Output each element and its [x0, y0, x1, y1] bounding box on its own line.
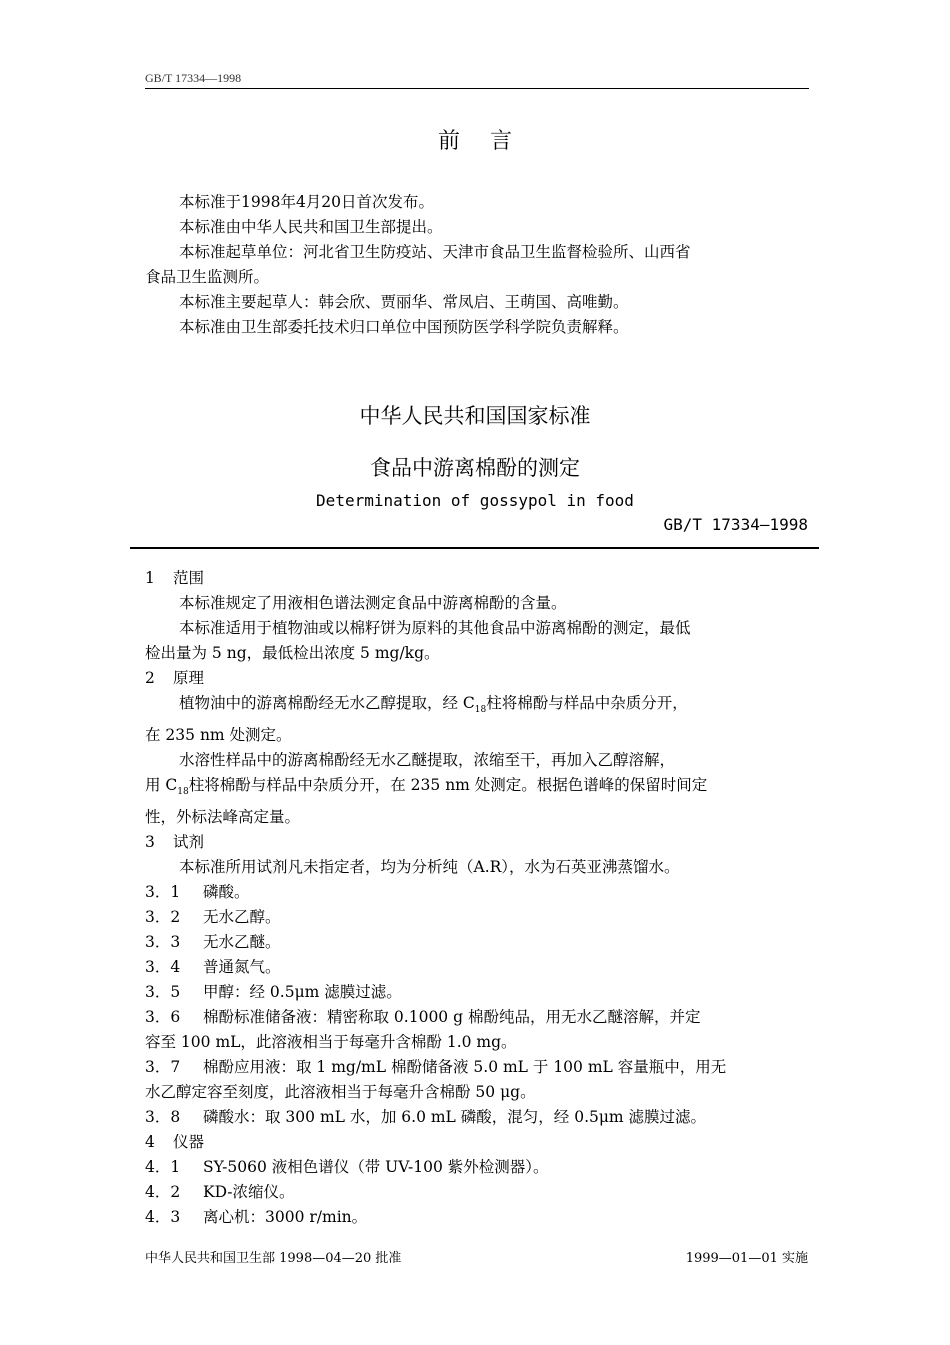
- list-item: 4．1 SY-5060 液相色谱仪（带 UV-100 紫外检测器）。: [145, 1158, 549, 1177]
- paragraph: 本标准规定了用液相色谱法测定食品中游离棉酚的含量。: [179, 594, 567, 612]
- foreword-line-2: 本标准由中华人民共和国卫生部提出。: [179, 218, 443, 236]
- list-item: 4．2 KD-浓缩仪。: [145, 1183, 295, 1202]
- list-item: 4．3 离心机：3000 r/min。: [145, 1208, 368, 1227]
- paragraph-continuation: 检出量为 5 ng，最低检出浓度 5 mg/kg。: [145, 644, 440, 662]
- national-standard-heading: 中华人民共和国国家标准: [359, 404, 591, 428]
- footer-approval: 中华人民共和国卫生部 1998—04—20 批准: [145, 1251, 402, 1266]
- header-rule: [145, 88, 809, 89]
- paragraph: 本标准所用试剂凡未指定者，均为分析纯（A.R），水为石英亚沸蒸馏水。: [179, 858, 680, 877]
- standard-code: GB/T 17334—1998: [663, 515, 808, 534]
- foreword-title: 前言: [437, 129, 542, 154]
- foreword-line-6: 本标准由卫生部委托技术归口单位中国预防医学科学院负责解释。: [179, 318, 629, 336]
- paragraph: 水溶性样品中的游离棉酚经无水乙醚提取，浓缩至干，再加入乙醇溶解，: [179, 751, 676, 770]
- paragraph: 本标准适用于植物油或以棉籽饼为原料的其他食品中游离棉酚的测定，最低: [179, 619, 691, 637]
- list-item-continuation: 水乙醇定容至刻度，此溶液相当于每毫升含棉酚 50 μg。: [145, 1083, 536, 1102]
- list-item: 3．7 棉酚应用液：取 1 mg/mL 棉酚储备液 5.0 mL 于 100 mL 容量瓶中，用无: [145, 1058, 727, 1077]
- standard-title: 食品中游离棉酚的测定: [370, 456, 580, 480]
- list-item: 3．1 磷酸。: [145, 883, 250, 902]
- list-item-continuation: 容至 100 mL，此溶液相当于每毫升含棉酚 1.0 mg。: [145, 1033, 517, 1052]
- section-heading-reagents: 3 试剂: [145, 833, 205, 852]
- foreword-line-3: 本标准起草单位：河北省卫生防疫站、天津市食品卫生监督检验所、山西省: [179, 243, 691, 261]
- footer-effective-date: 1999—01—01 实施: [685, 1251, 808, 1266]
- standard-title-english: Determination of gossypol in food: [316, 491, 634, 510]
- foreword-line-5: 本标准主要起草人：韩会欣、贾丽华、常凤启、王萌国、高唯勤。: [179, 293, 629, 311]
- list-item: 3．2 无水乙醇。: [145, 908, 281, 927]
- list-item: 3．4 普通氮气。: [145, 958, 281, 977]
- list-item: 3．6 棉酚标准储备液：精密称取 0.1000 g 棉酚纯品，用无水乙醚溶解，并定: [145, 1008, 701, 1027]
- foreword-line-1: 本标准于1998年4月20日首次发布。: [179, 193, 435, 211]
- section-heading-apparatus: 4 仪器: [145, 1133, 205, 1152]
- list-item: 3．5 甲醇：经 0.5μm 滤膜过滤。: [145, 983, 402, 1002]
- document-body: [145, 566, 809, 1230]
- paragraph-continuation: 用 $C_{18}$柱将棉酚与样品中杂质分开，在 235 nm 处测定。根据色谱峰的保留时间定: [145, 776, 708, 798]
- title-rule: [130, 547, 819, 549]
- foreword-line-4: 食品卫生监测所。: [145, 268, 270, 286]
- list-item: 3．3 无水乙醚。: [145, 933, 281, 952]
- section-heading-principle: 2 原理: [145, 669, 205, 687]
- paragraph-continuation: 性，外标法峰高定量。: [145, 808, 301, 827]
- header-standard-code: GB/T 17334—1998: [145, 71, 242, 85]
- paragraph: 植物油中的游离棉酚经无水乙醇提取，经 $C_{18}$柱将棉酚与样品中杂质分开，: [179, 694, 688, 716]
- list-item: 3．8 磷酸水：取 300 mL 水，加 6.0 mL 磷酸，混匀，经 0.5μm 滤膜过滤。: [145, 1108, 707, 1127]
- section-heading-scope: 1 范围: [145, 569, 205, 587]
- paragraph-continuation: 在 235 nm 处测定。: [145, 726, 292, 745]
